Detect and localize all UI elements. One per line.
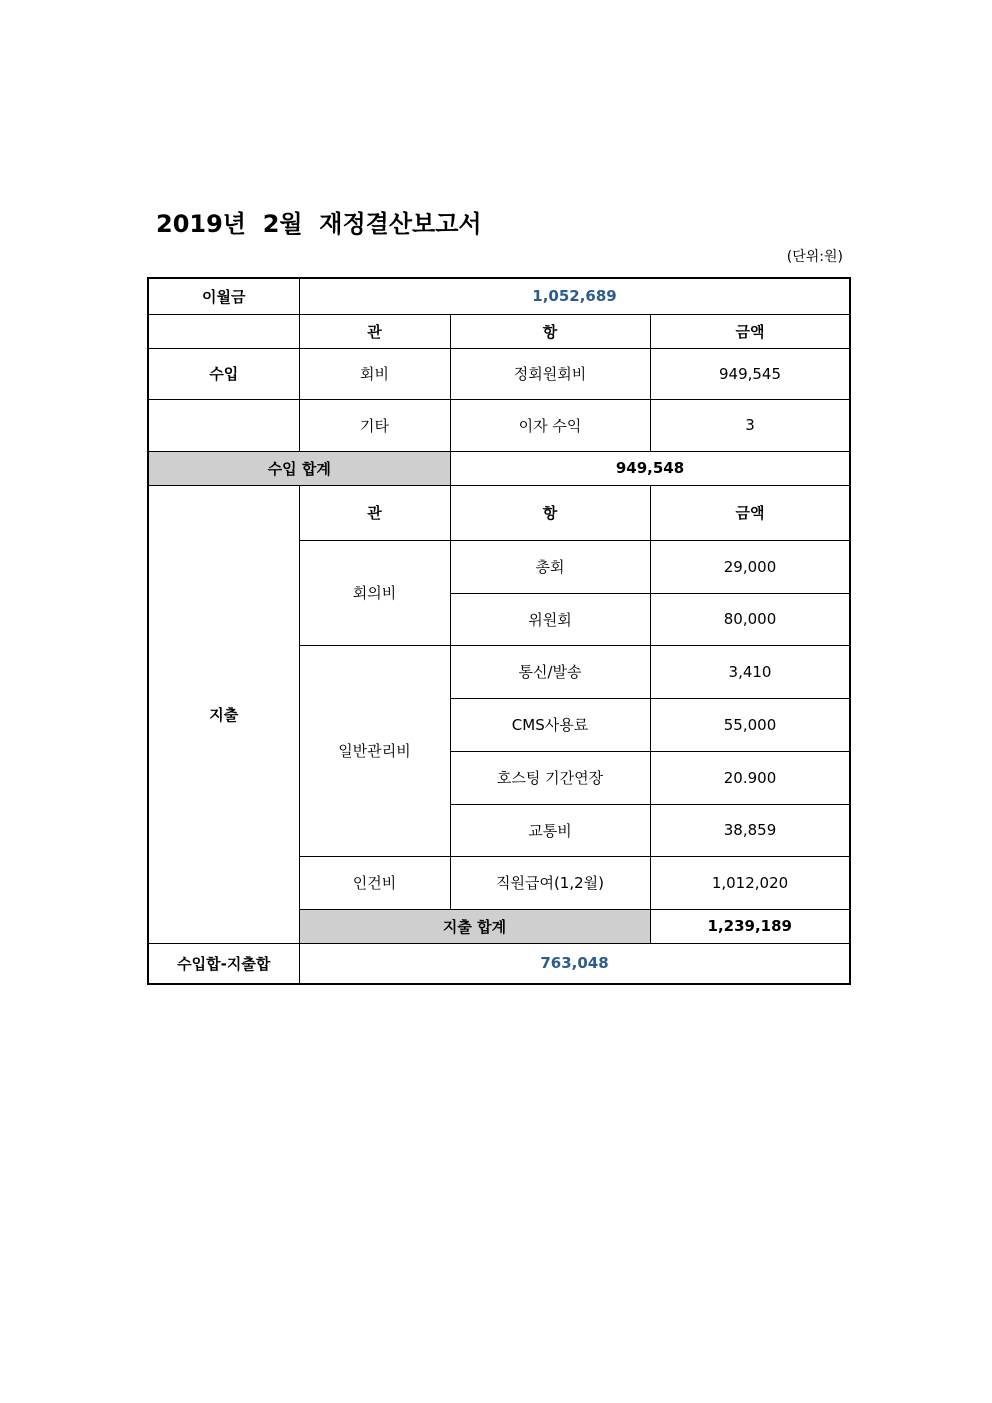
expense-hang: CMS사용료 — [450, 698, 650, 751]
unit-note: (단위:원) — [786, 249, 843, 265]
expense-hang: 총회 — [450, 540, 650, 593]
expense-hang: 호스팅 기간연장 — [450, 751, 650, 804]
income-hang: 정회원회비 — [450, 348, 650, 399]
income-header-gwan: 관 — [299, 314, 450, 348]
income-gwan: 기타 — [299, 399, 450, 451]
expense-header-amount: 금액 — [650, 485, 850, 540]
expense-header-row — [148, 485, 850, 540]
expense-amount: 20.900 — [650, 751, 850, 804]
expense-total-amount: 1,239,189 — [650, 909, 850, 943]
carryover-value: 1,052,689 — [299, 278, 850, 314]
balance-label: 수입합-지출합 — [148, 943, 299, 984]
table-row — [148, 399, 850, 451]
income-section-label: 수입 — [148, 348, 299, 399]
finance-report-table — [147, 277, 851, 985]
expense-header-hang: 항 — [450, 485, 650, 540]
income-header-blank — [148, 314, 299, 348]
expense-gwan: 일반관리비 — [299, 645, 450, 856]
expense-hang: 통신/발송 — [450, 645, 650, 698]
income-hang: 이자 수익 — [450, 399, 650, 451]
income-header-hang: 항 — [450, 314, 650, 348]
carryover-label: 이월금 — [148, 278, 299, 314]
expense-amount: 80,000 — [650, 593, 850, 645]
income-header-amount: 금액 — [650, 314, 850, 348]
expense-hang: 교통비 — [450, 804, 650, 856]
table-row — [148, 348, 850, 399]
income-total-amount: 949,548 — [450, 451, 850, 485]
income-amount: 949,545 — [650, 348, 850, 399]
income-total-row — [148, 451, 850, 485]
income-section-blank — [148, 399, 299, 451]
income-gwan: 회비 — [299, 348, 450, 399]
income-amount: 3 — [650, 399, 850, 451]
expense-amount: 3,410 — [650, 645, 850, 698]
page-title: 2019년 2월 재정결산보고서 — [156, 210, 482, 238]
expense-hang: 직원급여(1,2월) — [450, 856, 650, 909]
income-total-label: 수입 합계 — [148, 451, 450, 485]
expense-amount: 55,000 — [650, 698, 850, 751]
expense-section-label: 지출 — [148, 485, 299, 943]
expense-total-label: 지출 합계 — [299, 909, 650, 943]
expense-hang: 위원회 — [450, 593, 650, 645]
expense-gwan: 인건비 — [299, 856, 450, 909]
expense-amount: 29,000 — [650, 540, 850, 593]
expense-header-gwan: 관 — [299, 485, 450, 540]
balance-value: 763,048 — [299, 943, 850, 984]
expense-gwan: 회의비 — [299, 540, 450, 645]
balance-row — [148, 943, 850, 984]
expense-amount: 1,012,020 — [650, 856, 850, 909]
income-header-row — [148, 314, 850, 348]
expense-amount: 38,859 — [650, 804, 850, 856]
carryover-row — [148, 278, 850, 314]
